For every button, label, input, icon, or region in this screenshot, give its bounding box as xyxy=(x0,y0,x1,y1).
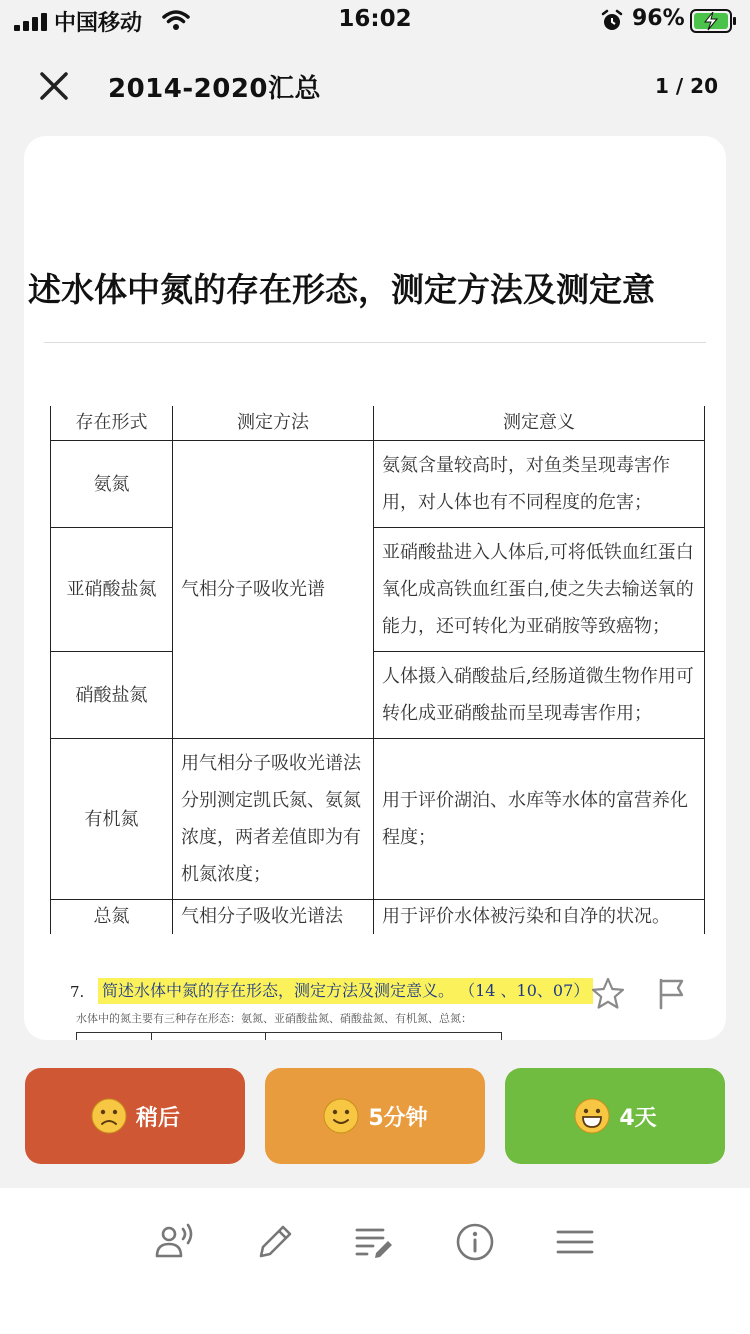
bottom-toolbar xyxy=(0,1188,750,1334)
close-icon[interactable] xyxy=(32,64,76,108)
table-header: 测定意义 xyxy=(374,406,705,441)
later-label: 稍后 xyxy=(135,1105,180,1131)
table-cell-meaning: 人体摄入硝酸盐后,经肠道微生物作用可转化成亚硝酸盐而呈现毒害作用； xyxy=(374,652,705,739)
flag-icon[interactable] xyxy=(654,976,690,1012)
four-days-label: 4天 xyxy=(619,1105,657,1131)
snippet-highlighted-text: 简述水体中氮的存在形态，测定方法及测定意义。 （14 、10、07） xyxy=(98,978,593,1004)
star-icon[interactable] xyxy=(590,976,626,1012)
five-min-label: 5分钟 xyxy=(368,1105,428,1131)
pencil-edit-icon[interactable] xyxy=(253,1220,297,1264)
snippet-table-edge xyxy=(76,1032,502,1040)
table-cell-form: 有机氮 xyxy=(51,739,173,900)
battery-charging-icon xyxy=(690,9,738,33)
flashcard xyxy=(24,136,726,1040)
five-min-button[interactable] xyxy=(265,1068,485,1164)
alarm-icon xyxy=(600,9,624,33)
frown-face-icon xyxy=(90,1097,128,1135)
battery-percent: 96% xyxy=(632,6,685,31)
table-header-row xyxy=(51,406,705,441)
divider xyxy=(44,342,706,343)
edit-list-icon[interactable] xyxy=(353,1220,397,1264)
top-nav xyxy=(0,48,750,118)
table-row xyxy=(51,739,705,900)
info-icon[interactable] xyxy=(453,1220,497,1264)
table-cell-form: 硝酸盐氮 xyxy=(51,652,173,739)
speak-icon[interactable] xyxy=(152,1220,196,1264)
deck-title: 2014-2020汇总 xyxy=(108,74,322,104)
question-text: 述水体中氮的存在形态，测定方法及测定意 xyxy=(28,270,655,309)
table-cell-meaning: 氨氮含量较高时，对鱼类呈现毒害作用，对人体也有不同程度的危害； xyxy=(374,441,705,528)
table-row xyxy=(51,900,705,935)
table-row xyxy=(51,652,705,739)
grin-face-icon xyxy=(573,1097,611,1135)
table-row xyxy=(51,441,705,528)
table-row xyxy=(51,528,705,652)
table-cell-meaning: 用于评价水体被污染和自净的状况。 xyxy=(374,900,705,935)
status-bar xyxy=(0,0,750,44)
clock: 16:02 xyxy=(338,6,412,32)
carrier-name: 中国移动 xyxy=(54,11,143,36)
table-cell-form: 亚硝酸盐氮 xyxy=(51,528,173,652)
later-button[interactable] xyxy=(25,1068,245,1164)
page-indicator: 1 / 20 xyxy=(655,74,718,98)
table-cell-method: 气相分子吸收光谱法 xyxy=(173,900,374,935)
table-cell-form: 总氮 xyxy=(51,900,173,935)
table-cell-method: 用气相分子吸收光谱法分别测定凯氏氮、氨氮浓度，两者差值即为有机氮浓度； xyxy=(173,739,374,900)
table-cell-meaning: 用于评价湖泊、水库等水体的富营养化程度； xyxy=(374,739,705,900)
menu-icon[interactable] xyxy=(553,1220,597,1264)
table-header: 存在形式 xyxy=(51,406,173,441)
four-days-button[interactable] xyxy=(505,1068,725,1164)
answer-table xyxy=(50,406,705,934)
table-cell-method: 气相分子吸收光谱 xyxy=(173,441,374,739)
snippet-number: 7. xyxy=(70,983,85,1001)
snippet-subtext: 水体中的氮主要有三种存在形态：氨氮、亚硝酸盐氮、硝酸盐氮、有机氮、总氮： xyxy=(76,1012,472,1025)
table-header: 测定方法 xyxy=(173,406,374,441)
table-cell-form: 氨氮 xyxy=(51,441,173,528)
smile-face-icon xyxy=(322,1097,360,1135)
table-cell-meaning: 亚硝酸盐进入人体后,可将低铁血红蛋白氧化成高铁血红蛋白,使之失去输送氧的能力，还可转化为亚硝胺等致癌物； xyxy=(374,528,705,652)
